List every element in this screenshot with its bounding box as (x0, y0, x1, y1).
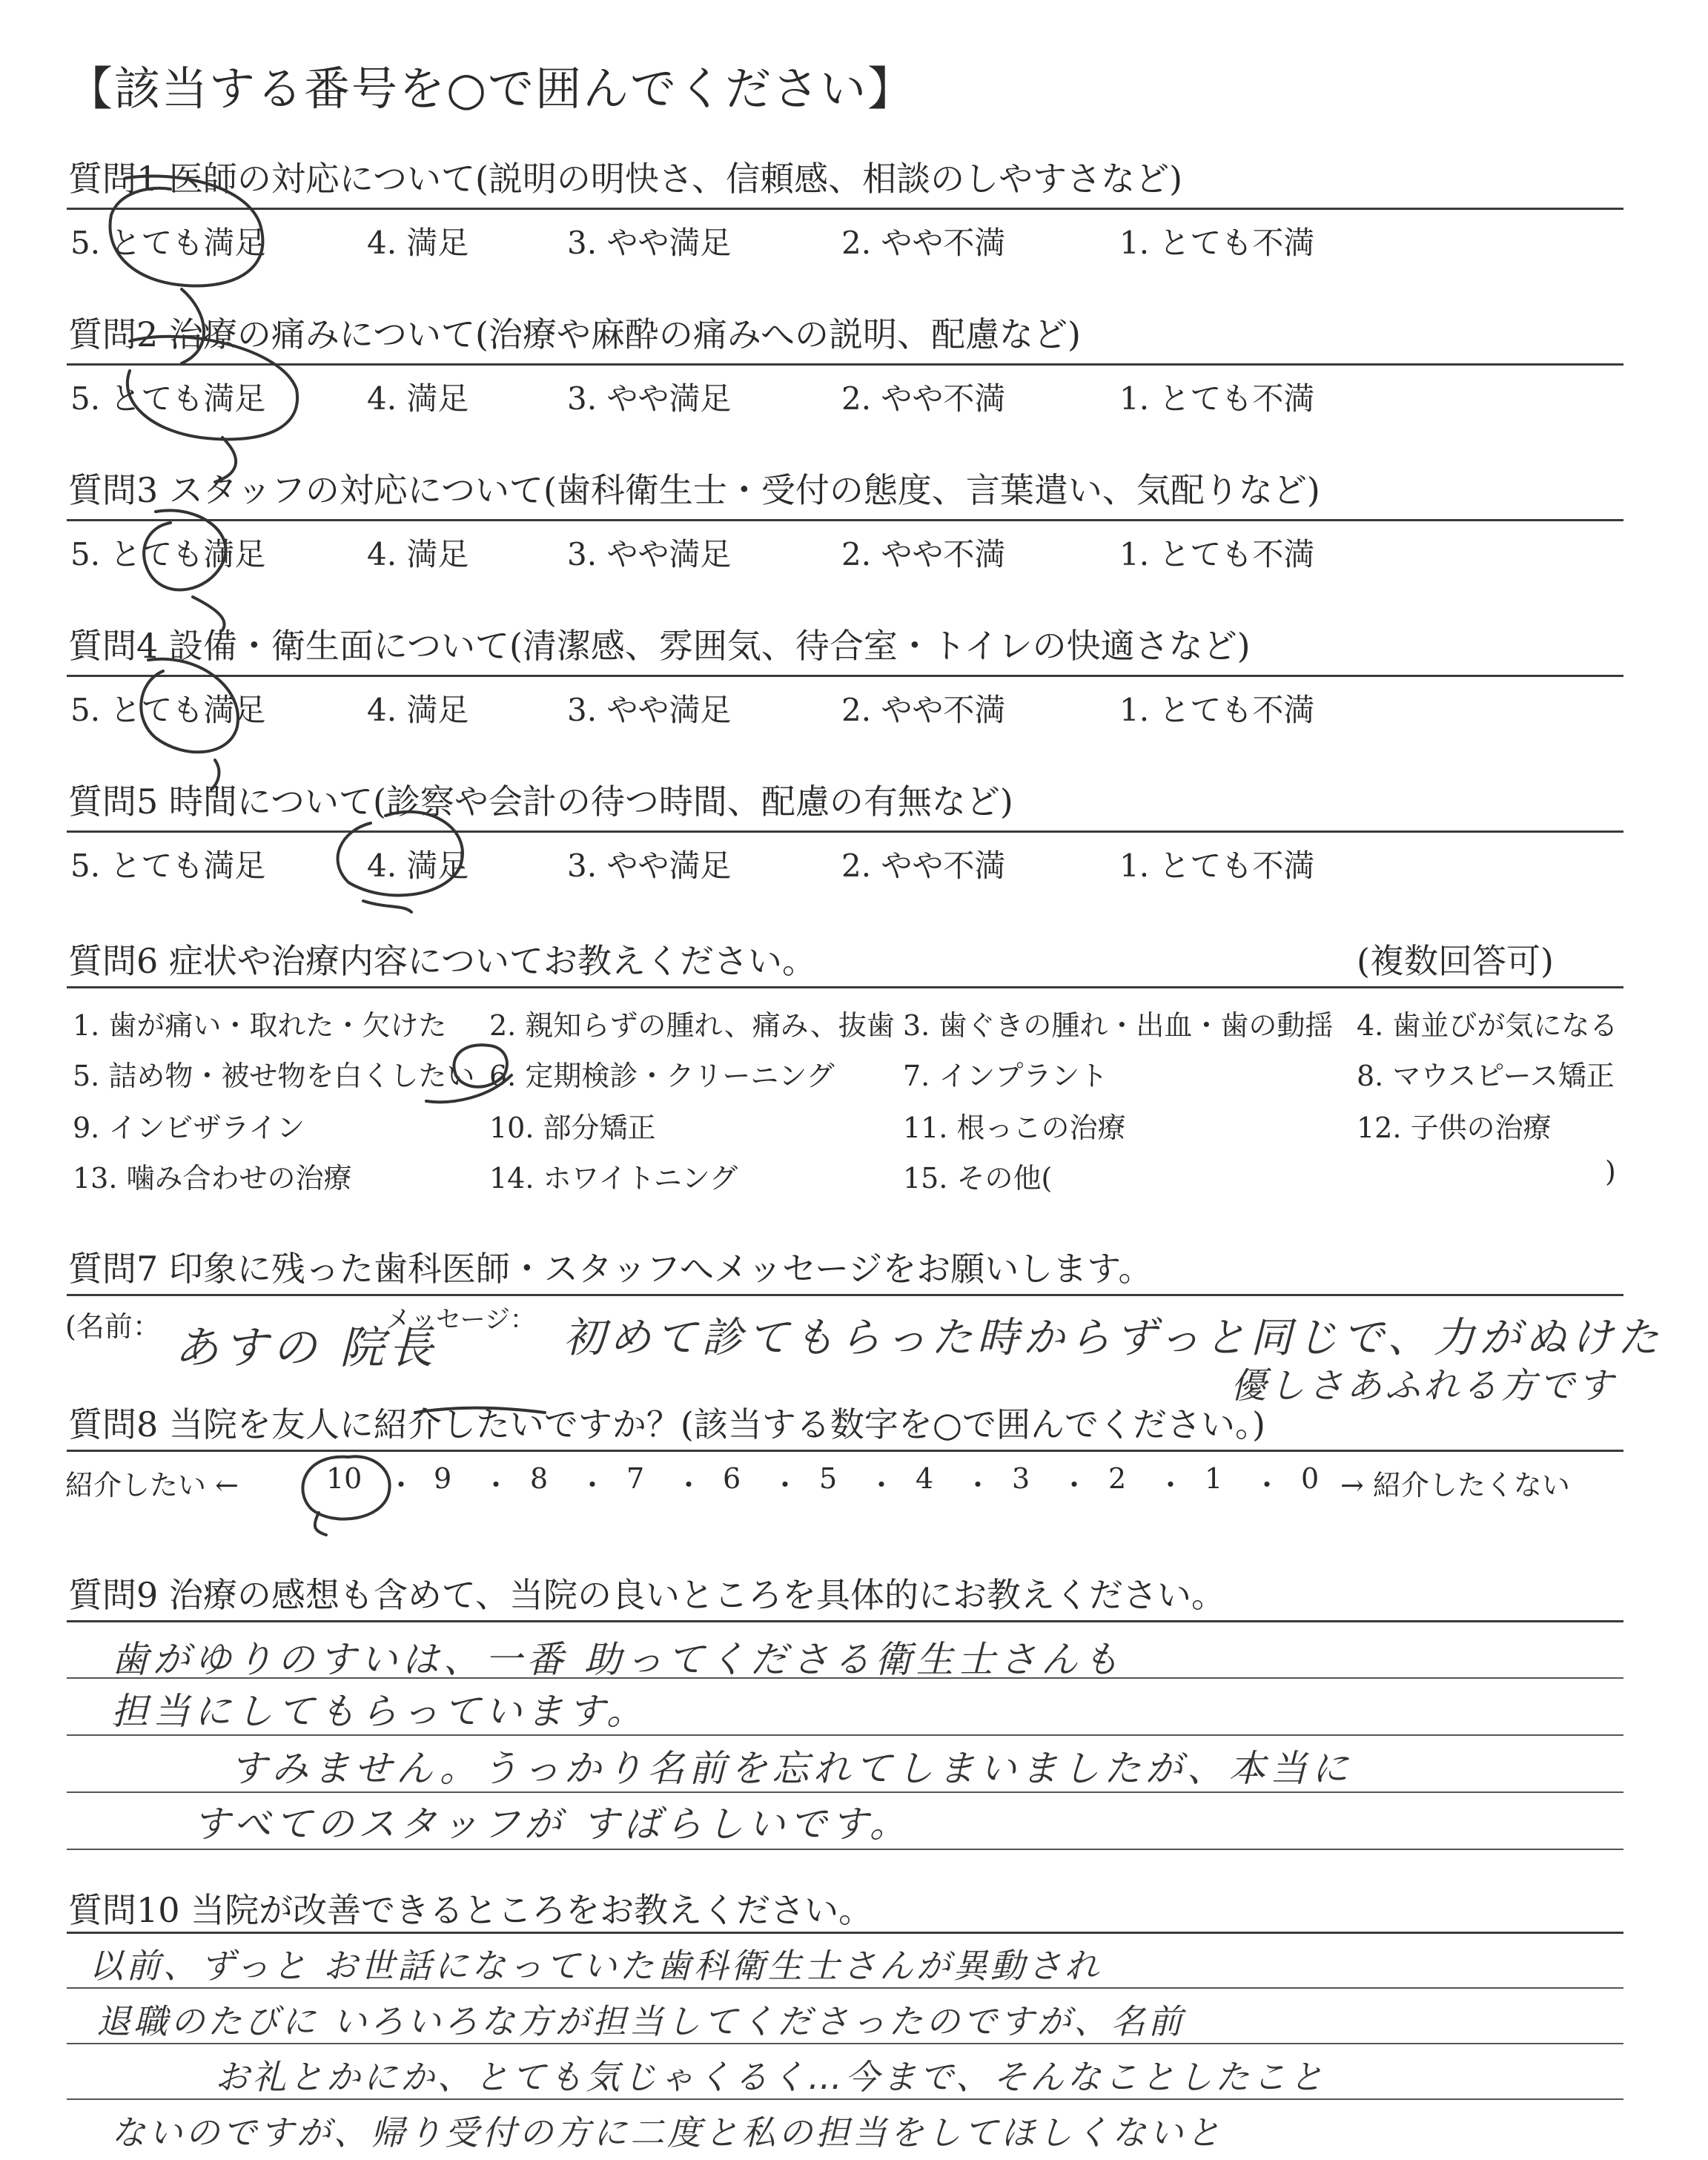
q6-item-11[interactable]: 11. 根っこの治療 (903, 1112, 1126, 1144)
q6-note: (複数回答可) (1357, 941, 1554, 981)
q7-message-label: メッセージ： (385, 1305, 535, 1335)
q7-name-handwritten[interactable]: あすの 院長 (174, 1322, 438, 1374)
q3-option-1[interactable]: 1. とても不満 (1119, 536, 1315, 572)
q4-option-3[interactable]: 3. やや満足 (567, 692, 732, 728)
q4-title: 質問4 設備・衛生面について(清潔感、雰囲気、待合室・トイレの快適さなど) (68, 626, 1251, 666)
q8-rule (67, 1450, 1623, 1452)
q8-dot: ・ (1060, 1469, 1089, 1502)
q7-message-handwritten-1[interactable]: 初めて診てもらった時からずっと同じで、力がぬけた (563, 1314, 1664, 1362)
q8-score-0[interactable]: 0 (1301, 1462, 1320, 1495)
q9-writing-line (67, 1849, 1623, 1850)
q7-rule (67, 1294, 1623, 1296)
q8-right-label: → 紹介したくない (1340, 1469, 1570, 1502)
q6-item-3[interactable]: 3. 歯ぐきの腫れ・出血・歯の動揺 (903, 1009, 1334, 1042)
q8-score-5[interactable]: 5 (819, 1462, 838, 1495)
q10-title: 質問10 当院が改善できるところをお教えください。 (68, 1890, 873, 1930)
q9-answer-line-3[interactable]: すみません。うっかり名前を忘れてしまいましたが、本当に (230, 1747, 1353, 1790)
q6-rule (67, 986, 1623, 988)
q8-dot: ・ (578, 1469, 607, 1502)
q8-score-8[interactable]: 8 (530, 1462, 549, 1495)
q8-score-3[interactable]: 3 (1012, 1462, 1030, 1495)
q8-dot: ・ (867, 1469, 896, 1502)
q5-option-5[interactable]: 5. とても満足 (70, 848, 266, 884)
q1-option-1[interactable]: 1. とても不満 (1119, 225, 1315, 261)
q4-option-1[interactable]: 1. とても不満 (1119, 692, 1315, 728)
q3-option-3[interactable]: 3. やや満足 (567, 536, 732, 572)
q5-title: 質問5 時間について(診察や会計の待つ時間、配慮の有無など) (68, 782, 1013, 822)
q2-option-2[interactable]: 2. やや不満 (841, 380, 1006, 417)
q4-rule (67, 675, 1623, 677)
q2-option-4[interactable]: 4. 満足 (367, 380, 469, 417)
q8-dot: ・ (1156, 1469, 1185, 1502)
q10-answer-line-1[interactable]: 以前、ずっと お世話になっていた歯科衛生士さんが異動され (89, 1946, 1102, 1986)
q6-item-13[interactable]: 13. 噛み合わせの治療 (73, 1162, 352, 1195)
q1-option-5[interactable]: 5. とても満足 (70, 225, 266, 261)
q6-item-10[interactable]: 10. 部分矯正 (489, 1112, 656, 1144)
q8-score-6[interactable]: 6 (723, 1462, 741, 1495)
q3-rule (67, 519, 1623, 521)
q3-option-2[interactable]: 2. やや不満 (841, 536, 1006, 572)
q6-item-15-close: ) (1605, 1155, 1616, 1188)
q8-dot: ・ (1253, 1469, 1282, 1502)
q8-score-2[interactable]: 2 (1108, 1462, 1127, 1495)
q9-answer-line-1[interactable]: 歯がゆりのすいは、一番 助ってくださる衛生士さんも (111, 1638, 1124, 1681)
q8-score-4[interactable]: 4 (916, 1462, 934, 1495)
q3-option-4[interactable]: 4. 満足 (367, 536, 469, 572)
q9-answer-line-2[interactable]: 担当にしてもらっています。 (111, 1690, 648, 1733)
q8-title: 質問8 当院を友人に紹介したいですか？(該当する数字を○で囲んでください。) (68, 1404, 1265, 1444)
q8-dot: ・ (964, 1469, 993, 1502)
q4-option-5[interactable]: 5. とても満足 (70, 692, 266, 728)
q6-item-6[interactable]: 6. 定期検診・クリーニング (489, 1060, 835, 1092)
q10-answer-line-3[interactable]: お礼とかにか、とても気じゃくるく…今まで、そんなことしたこと (215, 2057, 1327, 2097)
q8-left-label: 紹介したい ← (65, 1469, 239, 1502)
q2-option-3[interactable]: 3. やや満足 (567, 380, 732, 417)
q4-option-4[interactable]: 4. 満足 (367, 692, 469, 728)
q4-option-2[interactable]: 2. やや不満 (841, 692, 1006, 728)
q6-item-9[interactable]: 9. インビザライン (73, 1112, 305, 1144)
q10-answer-line-4[interactable]: ないのですが、帰り受付の方に二度と私の担当をしてほしくないと (111, 2113, 1223, 2153)
q9-rule (67, 1620, 1623, 1622)
q6-item-1[interactable]: 1. 歯が痛い・取れた・欠けた (73, 1009, 447, 1042)
q1-option-2[interactable]: 2. やや不満 (841, 225, 1006, 261)
q8-tail-mark (315, 1513, 326, 1535)
q3-option-5[interactable]: 5. とても満足 (70, 536, 266, 572)
q8-score-7[interactable]: 7 (626, 1462, 645, 1495)
q6-item-5[interactable]: 5. 詰め物・被せ物を白くしたい (73, 1060, 475, 1092)
q2-option-1[interactable]: 1. とても不満 (1119, 380, 1315, 417)
q7-title: 質問7 印象に残った歯科医師・スタッフへメッセージをお願いします。 (68, 1249, 1153, 1289)
q2-option-5[interactable]: 5. とても満足 (70, 380, 266, 417)
q6-item-15[interactable]: 15. その他( (903, 1162, 1053, 1195)
q7-name-label: (名前： (65, 1310, 161, 1343)
q8-dot: ・ (387, 1469, 416, 1502)
q5-option-1[interactable]: 1. とても不満 (1119, 848, 1315, 884)
q8-dot: ・ (482, 1469, 511, 1502)
q1-title: 質問1 医師の対応について(説明の明快さ、信頼感、相談のしやすさなど) (68, 159, 1183, 199)
q5-option-3[interactable]: 3. やや満足 (567, 848, 732, 884)
q2-rule (67, 363, 1623, 366)
q6-item-2[interactable]: 2. 親知らずの腫れ、痛み、抜歯 (489, 1009, 895, 1042)
q8-dot: ・ (675, 1469, 704, 1502)
q7-message-handwritten-2[interactable]: 優しさあふれる方です (1231, 1365, 1617, 1407)
q9-answer-line-4[interactable]: すべてのスタッフが すばらしいです。 (193, 1803, 911, 1846)
q5-option-4[interactable]: 4. 満足 (367, 848, 469, 884)
q9-title: 質問9 治療の感想も含めて、当院の良いところを具体的にお教えください。 (68, 1575, 1225, 1615)
q2-title: 質問2 治療の痛みについて(治療や麻酔の痛みへの説明、配慮など) (68, 314, 1081, 354)
q6-item-4[interactable]: 4. 歯並びが気になる (1357, 1009, 1618, 1042)
q3-title: 質問3 スタッフの対応について(歯科衛生士・受付の態度、言葉遣い、気配りなど) (68, 470, 1320, 510)
q6-title: 質問6 症状や治療内容についてお教えください。 (68, 941, 816, 981)
q8-score-1[interactable]: 1 (1205, 1462, 1223, 1495)
q10-rule (67, 1932, 1623, 1934)
q8-score-9[interactable]: 9 (434, 1462, 452, 1495)
q1-option-3[interactable]: 3. やや満足 (567, 225, 732, 261)
q6-item-14[interactable]: 14. ホワイトニング (489, 1162, 738, 1195)
q1-rule (67, 208, 1623, 210)
q5-option-2[interactable]: 2. やや不満 (841, 848, 1006, 884)
page-header: 【該当する番号を○で囲んでください】 (67, 62, 916, 116)
q1-option-4[interactable]: 4. 満足 (367, 225, 469, 261)
q5-rule (67, 830, 1623, 833)
q10-answer-line-2[interactable]: 退職のたびに いろいろな方が担当してくださったのですが、名前 (96, 2001, 1185, 2041)
q5-tail-mark (363, 901, 411, 912)
q6-item-8[interactable]: 8. マウスピース矯正 (1357, 1060, 1615, 1092)
q6-item-12[interactable]: 12. 子供の治療 (1357, 1112, 1552, 1144)
q8-dot: ・ (771, 1469, 800, 1502)
q8-score-10[interactable]: 10 (326, 1462, 363, 1495)
q6-item-7[interactable]: 7. インプラント (903, 1060, 1108, 1092)
